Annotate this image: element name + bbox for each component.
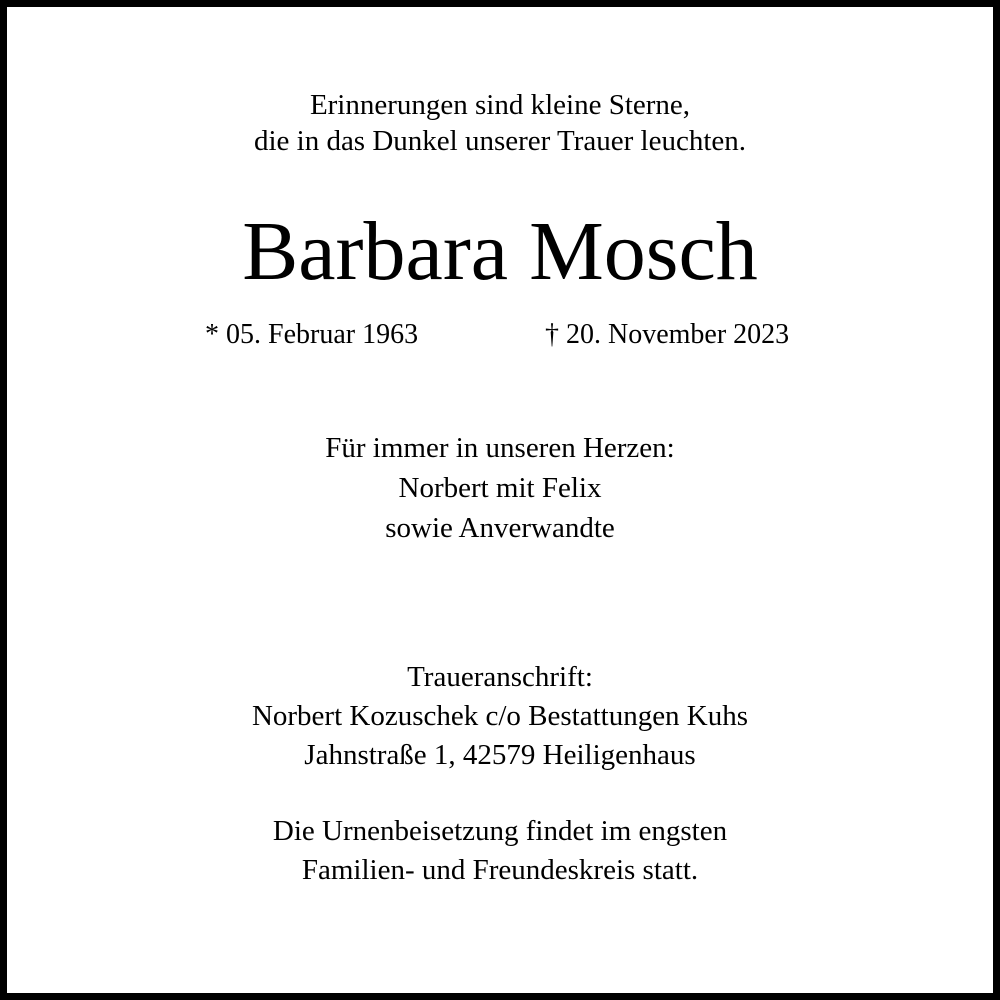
deceased-name: Barbara Mosch <box>242 205 758 298</box>
quote-line-1: Erinnerungen sind kleine Sterne, <box>309 89 691 121</box>
address-heading: Traueranschrift: <box>407 661 593 693</box>
address-line-1: Norbert Kozuschek c/o Bestattungen Kuhs <box>251 700 749 732</box>
mourners-line-3: sowie Anverwandte <box>385 512 615 544</box>
death-date: † 20. November 2023 <box>545 319 790 350</box>
burial-notice-line-1: Die Urnenbeisetzung findet im engsten <box>272 815 728 847</box>
mourners-line-1: Für immer in unseren Herzen: <box>325 432 675 464</box>
birth-date: * 05. Februar 1963 <box>205 319 419 350</box>
burial-notice-line-2: Familien- und Freundeskreis statt. <box>301 854 699 886</box>
address-line-2: Jahnstraße 1, 42579 Heiligenhaus <box>304 739 696 771</box>
mourners-line-2: Norbert mit Felix <box>398 472 602 504</box>
quote-line-2: die in das Dunkel unserer Trauer leuchten. <box>253 125 747 157</box>
